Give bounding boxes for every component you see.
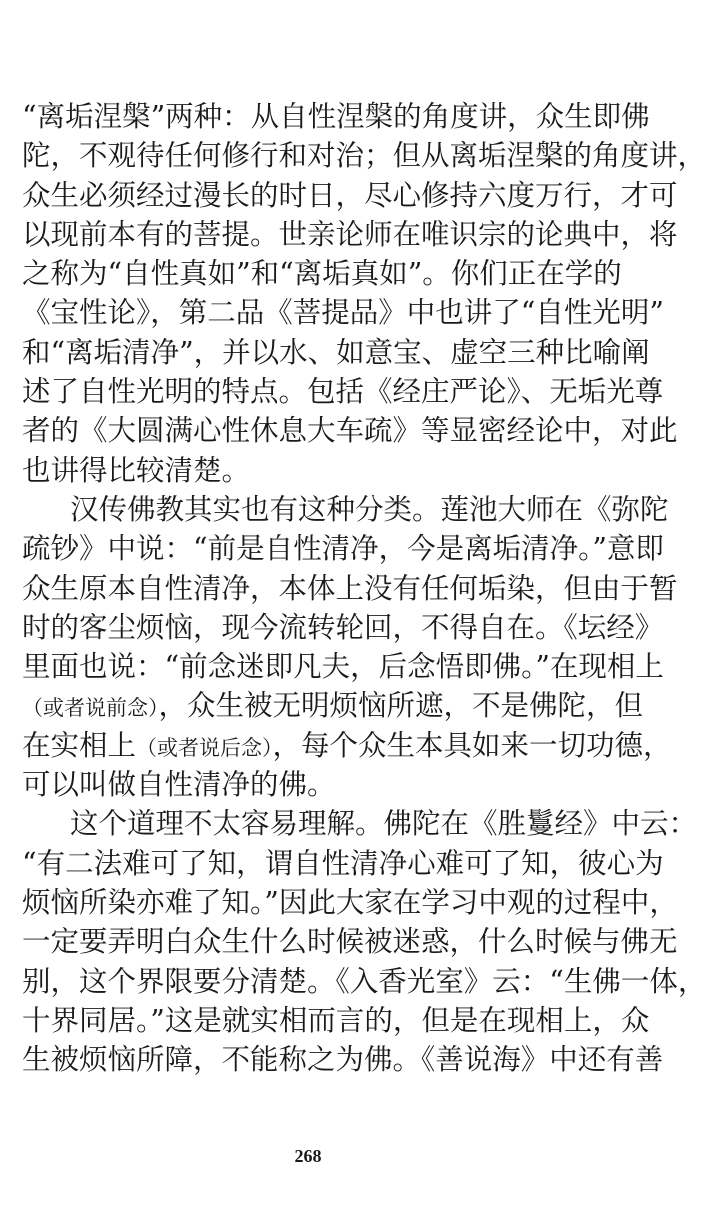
- text-line: 陀，不观待任何修行和对治；但从离垢涅槃的角度讲，: [22, 139, 706, 173]
- parenthetical-note: （或者说前念）: [22, 696, 159, 721]
- text-line: 之称为“自性真如”和“离垢真如”。你们正在学的: [22, 257, 622, 291]
- text-line: 汉传佛教其实也有这种分类。莲池大师在《弥陀: [70, 492, 669, 526]
- text-fragment: 在实相上: [22, 728, 137, 762]
- text-line: 述了自性光明的特点。包括《经庄严论》、无垢光尊: [22, 375, 664, 409]
- text-line: 者的《大圆满心性休息大车疏》等显密经论中，对此: [22, 414, 678, 448]
- text-line: 十界同居。”这是就实相而言的，但是在现相上，众: [22, 1003, 650, 1037]
- text-line: 众生必须经过漫长的时日，尽心修持六度万行，才可: [22, 178, 678, 212]
- text-line: 也讲得比较清楚。: [22, 453, 251, 487]
- text-fragment: ，众生被无明烦恼所遮，不是佛陀，但: [158, 689, 644, 723]
- text-line: 以现前本有的菩提。世亲论师在唯识宗的论典中，将: [22, 217, 678, 251]
- page-number: 268: [294, 1146, 322, 1166]
- text-line: “离垢涅槃”两种：从自性涅槃的角度讲，众生即佛: [22, 100, 650, 133]
- text-line: 《宝性论》，第二品《菩提品》中也讲了“自性光明”: [22, 296, 664, 330]
- text-line: 可以叫做自性清净的佛。: [22, 768, 336, 802]
- text-line: 和“离垢清净”，并以水、如意宝、虚空三种比喻阐: [22, 335, 650, 369]
- text-line: 烦恼所染亦难了知。”因此大家在学习中观的过程中，: [22, 885, 678, 919]
- text-line: 一定要弄明白众生什么时候被迷惑，什么时候与佛无: [22, 925, 678, 959]
- text-line: 疏钞》中说：“前是自性清净，今是离垢清净。”意即: [22, 532, 664, 566]
- text-line: 别，这个界限要分清楚。《入香光室》云：“生佛一体，: [22, 964, 706, 998]
- parenthetical-note: （或者说后念）: [136, 735, 273, 760]
- text-line: 这个道理不太容易理解。佛陀在《胜鬘经》中云：: [70, 807, 698, 841]
- text-line: [22, 686, 644, 725]
- text-line: 里面也说：“前念迷即凡夫，后念悟即佛。”在现相上: [22, 650, 664, 684]
- body-text: [22, 97, 706, 1079]
- text-fragment: ，每个众生本具如来一切功德，: [272, 728, 672, 762]
- text-line: 生被烦恼所障，不能称之为佛。《善说海》中还有善: [22, 1043, 664, 1077]
- text-line: [22, 726, 672, 765]
- text-line: 众生原本自性清净，本体上没有任何垢染，但由于暂: [22, 571, 678, 605]
- text-line: 时的客尘烦恼，现今流转轮回，不得自在。《坛经》: [22, 610, 664, 644]
- text-line: “有二法难可了知，谓自性清净心难可了知，彼心为: [22, 846, 664, 880]
